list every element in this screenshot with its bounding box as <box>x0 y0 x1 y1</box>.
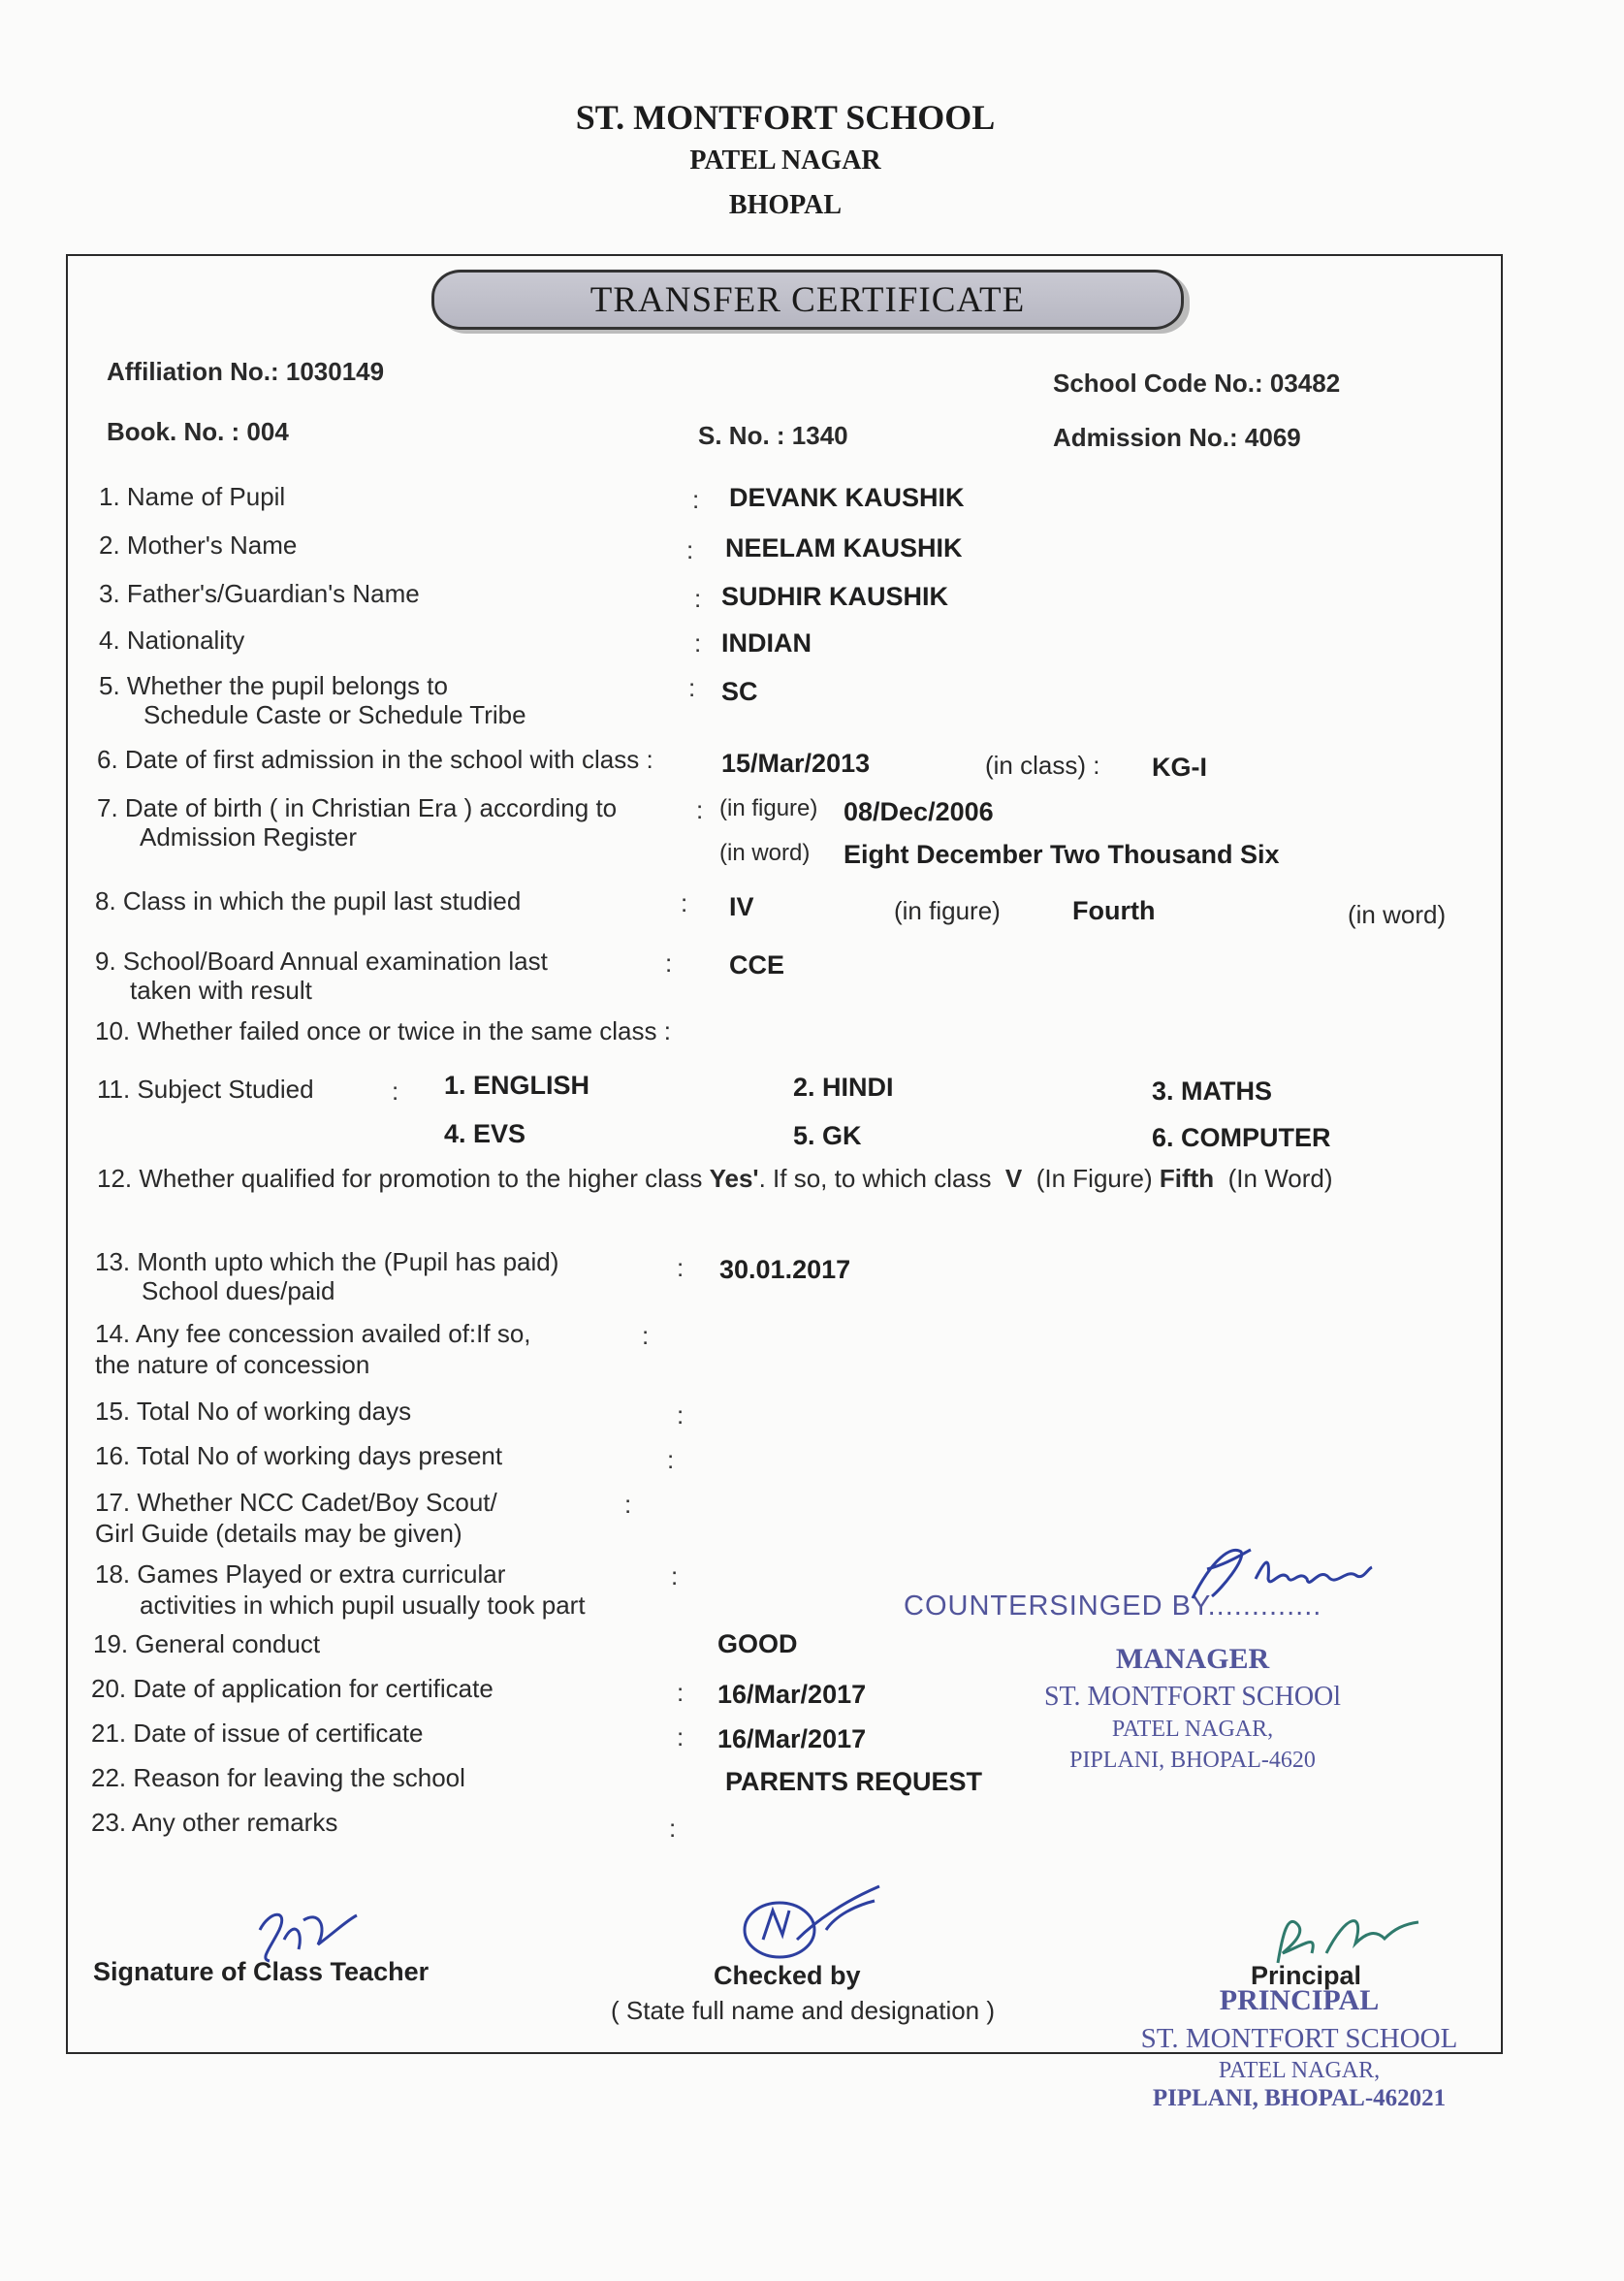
fathers-name-value: SUDHIR KAUSHIK <box>721 582 949 611</box>
subject-item: 6. COMPUTER <box>1152 1123 1331 1152</box>
checked-by-note: ( State full name and designation ) <box>611 1996 996 2025</box>
colon: : <box>688 673 696 702</box>
caste-label-line2: Schedule Caste or Schedule Tribe <box>143 700 526 729</box>
colon: : <box>677 1678 685 1707</box>
nationality-value: INDIAN <box>721 628 812 658</box>
dob-label-line2: Admission Register <box>140 822 357 851</box>
fathers-name-label: 3. Father's/Guardian's Name <box>99 579 420 608</box>
school-city: BHOPAL <box>728 190 843 220</box>
manager-stamp-city: PIPLANI, BHOPAL-4620 <box>1069 1748 1316 1773</box>
remarks-label: 23. Any other remarks <box>91 1808 338 1837</box>
colon: : <box>624 1490 632 1519</box>
manager-stamp-school: ST. MONTFORT SCHOOl <box>1043 1682 1342 1712</box>
application-date-label: 20. Date of application for certificate <box>91 1674 494 1703</box>
name-of-pupil-label: 1. Name of Pupil <box>99 482 286 511</box>
games-label-line2: activities in which pupil usually took part <box>140 1590 586 1620</box>
principal-stamp-area: PATEL NAGAR, <box>1218 2058 1381 2083</box>
colon: : <box>677 1400 685 1430</box>
issue-date-value: 16/Mar/2017 <box>717 1724 867 1753</box>
dues-label-line2: School dues/paid <box>142 1276 335 1305</box>
countersigned-dots: ........... <box>1225 1590 1322 1622</box>
principal-stamp-city: PIPLANI, BHOPAL-462021 <box>1152 2085 1447 2111</box>
colon: : <box>694 628 702 658</box>
colon: : <box>665 948 673 978</box>
subject-item: 3. MATHS <box>1152 1076 1273 1106</box>
application-date-value: 16/Mar/2017 <box>717 1680 867 1709</box>
manager-stamp-area: PATEL NAGAR, <box>1111 1717 1274 1742</box>
last-class-value: IV <box>729 892 754 921</box>
conduct-value: GOOD <box>717 1629 798 1658</box>
colon: : <box>694 584 702 613</box>
principal-signature-label: Principal <box>1251 1961 1362 1990</box>
leaving-reason-label: 22. Reason for leaving the school <box>91 1763 465 1792</box>
caste-label-line1: 5. Whether the pupil belongs to <box>99 671 448 700</box>
promotion-line <box>97 1164 1333 1194</box>
school-code-no: School Code No.: 03482 <box>1053 369 1341 398</box>
colon: : <box>642 1321 650 1350</box>
last-class-in-word: (in word) <box>1348 900 1447 929</box>
exam-label-line1: 9. School/Board Annual examination last <box>95 947 548 976</box>
checked-by-label: Checked by <box>714 1961 861 1990</box>
caste-value: SC <box>721 677 758 706</box>
issue-date-label: 21. Date of issue of certificate <box>91 1719 424 1748</box>
subject-item: 5. GK <box>793 1121 862 1150</box>
days-present-label: 16. Total No of working days present <box>95 1441 503 1470</box>
subject-item: 4. EVS <box>444 1119 526 1148</box>
mothers-name-label: 2. Mother's Name <box>99 530 298 560</box>
admission-class-value: KG-I <box>1152 753 1207 782</box>
last-class-in-figure: (in figure) <box>894 896 1001 925</box>
colon: : <box>696 795 704 824</box>
manager-signature-icon <box>1173 1540 1377 1608</box>
ncc-label-line1: 17. Whether NCC Cadet/Boy Scout/ <box>95 1488 497 1517</box>
class-teacher-signature-label: Signature of Class Teacher <box>93 1957 430 1986</box>
subjects-label: 11. Subject Studied <box>97 1075 314 1104</box>
admission-no: Admission No.: 4069 <box>1053 423 1301 452</box>
colon: : <box>392 1076 399 1106</box>
promotion-yes: Yes' <box>709 1164 759 1193</box>
promotion-in-word: (In Word) <box>1227 1164 1333 1193</box>
countersigned-text: COUNTERSINGED BY.. <box>904 1590 1226 1622</box>
affiliation-no: Affiliation No.: 1030149 <box>107 357 385 386</box>
failed-label: 10. Whether failed once or twice in the same class : <box>95 1016 671 1045</box>
certificate-title: TRANSFER CERTIFICATE <box>431 270 1184 330</box>
school-area: PATEL NAGAR <box>689 145 881 176</box>
dues-label-line1: 13. Month upto which the (Pupil has paid) <box>95 1247 559 1276</box>
games-label-line1: 18. Games Played or extra curricular <box>95 1559 506 1589</box>
exam-value: CCE <box>729 950 785 980</box>
in-class-label: (in class) : <box>985 751 1100 780</box>
nationality-label: 4. Nationality <box>99 626 245 655</box>
first-admission-date: 15/Mar/2013 <box>721 749 871 778</box>
subject-item: 1. ENGLISH <box>444 1071 590 1100</box>
fee-concession-line1: 14. Any fee concession availed of:If so, <box>95 1319 531 1348</box>
colon: : <box>692 485 700 514</box>
colon: : <box>686 535 694 564</box>
first-admission-label: 6. Date of first admission in the school with class : <box>97 745 653 774</box>
colon: : <box>681 888 688 917</box>
dob-label-line1: 7. Date of birth ( in Christian Era ) according to <box>97 793 618 822</box>
last-class-label: 8. Class in which the pupil last studied <box>95 886 522 916</box>
last-class-word-value: Fourth <box>1072 896 1156 925</box>
manager-stamp-title: MANAGER <box>1115 1643 1270 1675</box>
serial-no: S. No. : 1340 <box>698 421 848 450</box>
dob-in-figure-label: (in figure) <box>719 795 818 821</box>
colon: : <box>669 1814 677 1843</box>
colon: : <box>677 1722 685 1751</box>
book-no: Book. No. : 004 <box>107 417 289 446</box>
exam-label-line2: taken with result <box>130 976 312 1005</box>
principal-stamp-school: ST. MONTFORT SCHOOL <box>1140 2023 1458 2054</box>
promotion-word: Fifth <box>1159 1164 1215 1193</box>
working-days-label: 15. Total No of working days <box>95 1397 412 1426</box>
promotion-in-figure: (In Figure) <box>1035 1164 1153 1193</box>
school-name: ST. MONTFORT SCHOOL <box>575 98 996 137</box>
dob-in-word-label: (in word) <box>719 840 811 866</box>
dues-value: 30.01.2017 <box>719 1255 851 1284</box>
promotion-text-2: . If so, to which class <box>758 1164 992 1193</box>
colon: : <box>677 1253 685 1282</box>
fee-concession-line2: the nature of concession <box>95 1350 370 1379</box>
mothers-name-value: NEELAM KAUSHIK <box>725 533 963 562</box>
leaving-reason-value: PARENTS REQUEST <box>725 1767 983 1796</box>
colon: : <box>667 1445 675 1474</box>
conduct-label: 19. General conduct <box>93 1629 321 1658</box>
dob-word-value: Eight December Two Thousand Six <box>844 840 1280 869</box>
subject-item: 2. HINDI <box>793 1073 894 1102</box>
promotion-text: 12. Whether qualified for promotion to the higher class <box>97 1164 703 1193</box>
promotion-class: V <box>1004 1164 1023 1193</box>
checked-by-signature-icon <box>729 1881 894 1969</box>
name-of-pupil-value: DEVANK KAUSHIK <box>729 483 965 512</box>
ncc-label-line2: Girl Guide (details may be given) <box>95 1519 462 1548</box>
principal-stamp-title: PRINCIPAL <box>1219 1984 1380 2016</box>
dob-figure-value: 08/Dec/2006 <box>844 797 994 826</box>
colon: : <box>671 1561 679 1590</box>
